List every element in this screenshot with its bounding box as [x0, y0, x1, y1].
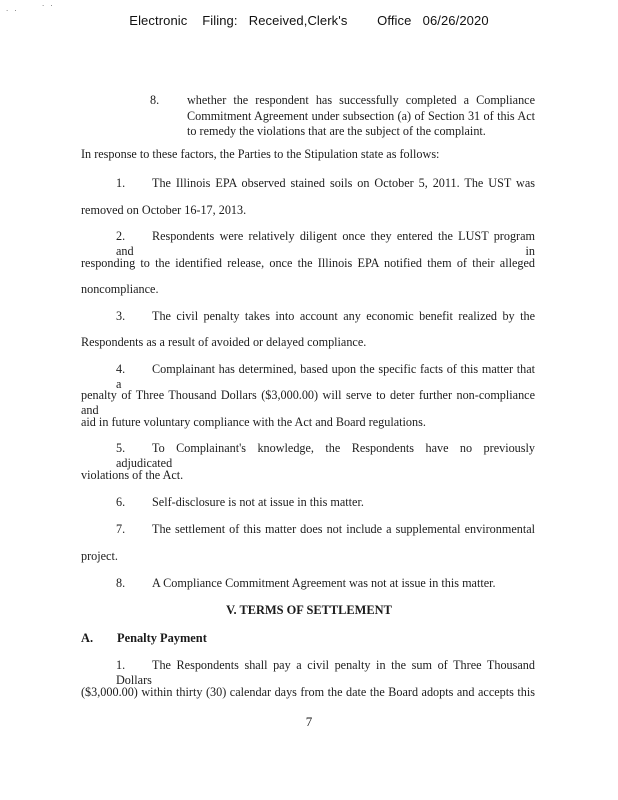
- paragraph-3-line-1: 3. The civil penalty takes into account any economic benefit realized by the: [116, 309, 535, 323]
- paragraph-number: 6.: [116, 495, 126, 509]
- penalty-paragraph-line-2: ($3,000.00) within thirty (30) calendar days from the date the Board adopts and accepts this: [81, 685, 535, 699]
- subsection-heading: [81, 631, 207, 646]
- scan-speck: · ·: [42, 2, 55, 10]
- paragraph-6-line-1: 6. Self-disclosure is not at issue in this matter.: [116, 495, 364, 509]
- paragraph-3-line-2: Respondents as a result of avoided or delayed compliance.: [81, 335, 367, 349]
- scan-speck: · ·: [6, 7, 19, 15]
- factor-item-text: whether the respondent has successfully completed a Compliance Commitment Agreement under subsection (a) of Section 31 of this Act to remedy the violations that are the subject of the complaint.: [187, 93, 535, 138]
- paragraph-number: 8.: [116, 576, 126, 590]
- intro-text: In response to these factors, the Parties to the Stipulation state as follows:: [81, 147, 440, 161]
- paragraph-number: 4.: [116, 362, 126, 376]
- paragraph-1-line-1: 1. The Illinois EPA observed stained soils on October 5, 2011. The UST was: [116, 176, 535, 190]
- paragraph-5-line-1: 5. To Complainant's knowledge, the Respondents have no previously adjudicated: [116, 441, 535, 470]
- filing-stamp: Electronic Filing: Received,Clerk's Office 06/26/2020: [129, 13, 489, 28]
- paragraph-7-line-2: project.: [81, 549, 118, 563]
- paragraph-4-line-1: 4. Complainant has determined, based upon the specific facts of this matter that a: [116, 362, 535, 391]
- paragraph-2-line-2: responding to the identified release, once the Illinois EPA notified them of their alleged: [81, 256, 535, 270]
- subsection-title: Penalty Payment: [117, 631, 207, 645]
- subsection-letter: A.: [81, 631, 94, 645]
- paragraph-7-line-1: 7. The settlement of this matter does not include a supplemental environmental: [116, 522, 535, 536]
- paragraph-8-line-1: 8. A Compliance Commitment Agreement was not at issue in this matter.: [116, 576, 496, 590]
- section-heading: V. TERMS OF SETTLEMENT: [226, 603, 392, 617]
- paragraph-number: 7.: [116, 522, 126, 536]
- paragraph-number: 1.: [116, 658, 126, 672]
- paragraph-2-line-3: noncompliance.: [81, 282, 159, 296]
- penalty-paragraph-line-1: 1. The Respondents shall pay a civil penalty in the sum of Three Thousand Dollars: [116, 658, 535, 687]
- paragraph-5-line-2: violations of the Act.: [81, 468, 184, 482]
- factor-item-number: 8.: [150, 93, 160, 107]
- paragraph-1-line-2: removed on October 16-17, 2013.: [81, 203, 247, 217]
- paragraph-4-line-2: penalty of Three Thousand Dollars ($3,000.00) will serve to deter further non-compliance and: [81, 388, 535, 417]
- page-number: 7: [305, 714, 313, 729]
- paragraph-number: 1.: [116, 176, 126, 190]
- paragraph-number: 5.: [116, 441, 126, 455]
- paragraph-number: 3.: [116, 309, 126, 323]
- paragraph-2-line-1: 2. Respondents were relatively diligent once they entered the LUST program and in: [116, 229, 535, 258]
- paragraph-4-line-3: aid in future voluntary compliance with the Act and Board regulations.: [81, 415, 426, 429]
- paragraph-number: 2.: [116, 229, 126, 243]
